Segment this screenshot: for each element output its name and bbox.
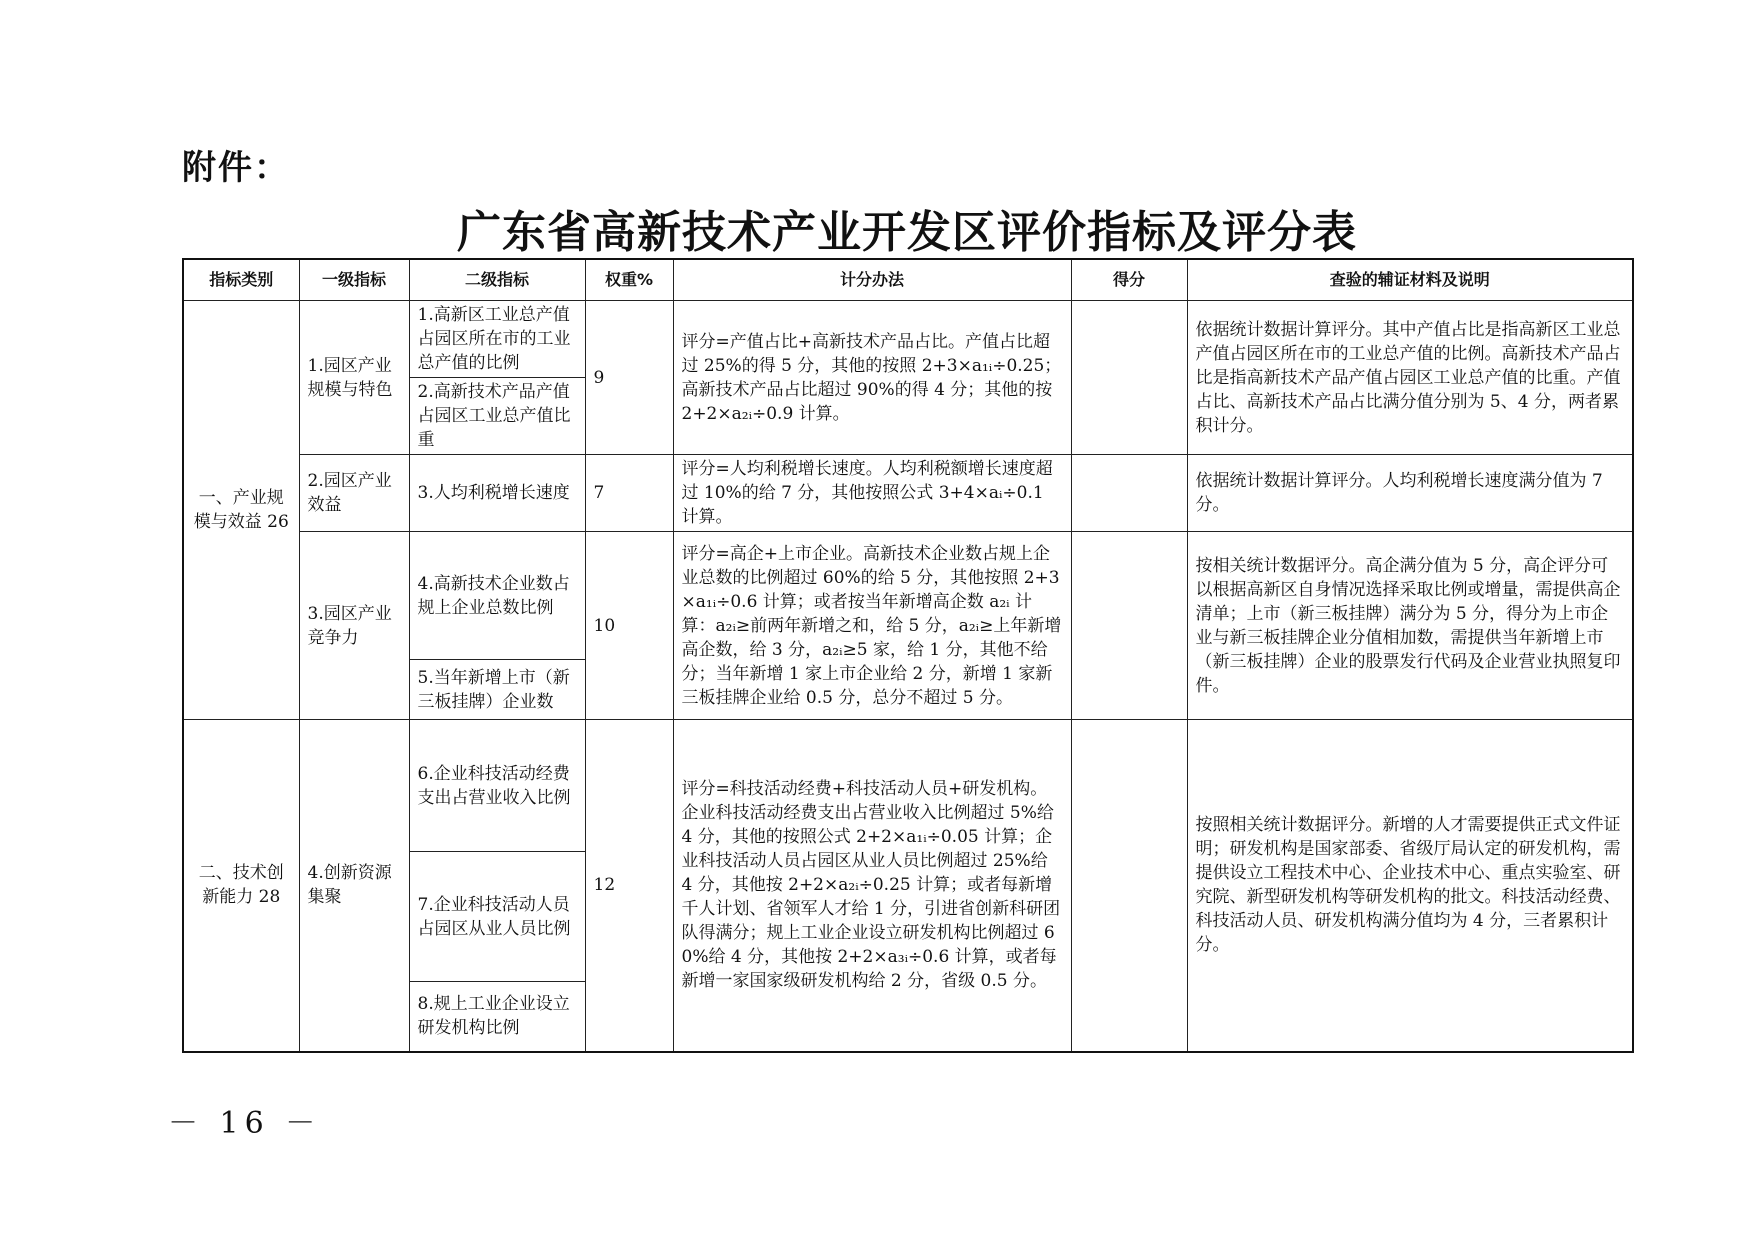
weight-cell: 7 [585, 455, 673, 532]
level1-cell: 1.园区产业规模与特色 [299, 301, 409, 455]
level2-cell: 1.高新区工业总产值占园区所在市的工业总产值的比例 [409, 301, 585, 378]
table-row [183, 301, 1633, 378]
weight-cell: 12 [585, 720, 673, 1052]
header-level2: 二级指标 [409, 259, 585, 301]
header-weight: 权重% [585, 259, 673, 301]
header-category: 指标类别 [183, 259, 299, 301]
score-cell[interactable] [1071, 301, 1187, 455]
header-method: 计分办法 [673, 259, 1071, 301]
weight-cell: 9 [585, 301, 673, 455]
level1-cell: 3.园区产业竞争力 [299, 532, 409, 720]
level2-cell: 6.企业科技活动经费支出占营业收入比例 [409, 720, 585, 852]
attachment-label: 附件： [182, 148, 290, 188]
score-cell[interactable] [1071, 532, 1187, 720]
level2-cell: 3.人均利税增长速度 [409, 455, 585, 532]
level2-cell: 2.高新技术产品产值占园区工业总产值比重 [409, 378, 585, 455]
category-cell: 二、技术创新能力 28 [183, 720, 299, 1052]
method-cell: 评分=高企+上市企业。高新技术企业数占规上企业总数的比例超过 60%的给 5 分，其他按照 2+3×a₁ᵢ÷0.6 计算；或者按当年新增高企数 a₂ᵢ 计算：a₂ᵢ≥前两年新增之和，给 5 分，a₂ᵢ≥上年新增高企数，给 3 分，a₂ᵢ≥5 家，给 1 分，其他不给分；当年新增 1 家上市企业给 2 分，新增 1 家新三板挂牌企业给 0.5 分，总分不超过 5 分。 [673, 532, 1071, 720]
notes-cell: 依据统计数据计算评分。人均利税增长速度满分值为 7 分。 [1187, 455, 1633, 532]
page-title: 广东省高新技术产业开发区评价指标及评分表 [457, 207, 1357, 258]
level2-cell: 4.高新技术企业数占规上企业总数比例 [409, 532, 585, 660]
score-cell[interactable] [1071, 720, 1187, 1052]
category-cell: 一、产业规模与效益 26 [183, 301, 299, 720]
table-row [183, 455, 1633, 532]
page-number: － 16 － [168, 1106, 322, 1141]
header-level1: 一级指标 [299, 259, 409, 301]
evaluation-table [182, 258, 1634, 1053]
table-row [183, 720, 1633, 852]
header-notes: 查验的辅证材料及说明 [1187, 259, 1633, 301]
table-row [183, 532, 1633, 660]
notes-cell: 按照相关统计数据评分。新增的人才需要提供正式文件证明；研发机构是国家部委、省级厅局认定的研发机构，需提供设立工程技术中心、企业技术中心、重点实验室、研究院、新型研发机构等研发机构的批文。科技活动经费、科技活动人员、研发机构满分值均为 4 分，三者累积计分。 [1187, 720, 1633, 1052]
table-header-row [183, 259, 1633, 301]
notes-cell: 依据统计数据计算评分。其中产值占比是指高新区工业总产值占园区所在市的工业总产值的比例。高新技术产品占比是指高新技术产品产值占园区工业总产值的比重。产值占比、高新技术产品占比满分值分别为 5、4 分，两者累积计分。 [1187, 301, 1633, 455]
level2-cell: 5.当年新增上市（新三板挂牌）企业数 [409, 660, 585, 720]
level1-cell: 4.创新资源集聚 [299, 720, 409, 1052]
score-cell[interactable] [1071, 455, 1187, 532]
method-cell: 评分=科技活动经费+科技活动人员+研发机构。企业科技活动经费支出占营业收入比例超过 5%给 4 分，其他的按照公式 2+2×a₁ᵢ÷0.05 计算；企业科技活动人员占园区从业人员比例超过 25%给 4 分，其他按 2+2×a₂ᵢ÷0.25 计算；或者每新增千人计划、省领军人才给 1 分，引进省创新科研团队得满分；规上工业企业设立研发机构比例超过 60%给 4 分，其他按 2+2×a₃ᵢ÷0.6 计算，或者每新增一家国家级研发机构给 2 分，省级 0.5 分。 [673, 720, 1071, 1052]
level1-cell: 2.园区产业效益 [299, 455, 409, 532]
header-score: 得分 [1071, 259, 1187, 301]
weight-cell: 10 [585, 532, 673, 720]
method-cell: 评分=产值占比+高新技术产品占比。产值占比超过 25%的得 5 分，其他的按照 2+3×a₁ᵢ÷0.25；高新技术产品占比超过 90%的得 4 分；其他的按 2+2×a₂ᵢ÷0.9 计算。 [673, 301, 1071, 455]
level2-cell: 8.规上工业企业设立研发机构比例 [409, 982, 585, 1052]
level2-cell: 7.企业科技活动人员占园区从业人员比例 [409, 852, 585, 982]
method-cell: 评分=人均利税增长速度。人均利税额增长速度超过 10%的给 7 分，其他按照公式 3+4×aᵢ÷0.1 计算。 [673, 455, 1071, 532]
notes-cell: 按相关统计数据评分。高企满分值为 5 分，高企评分可以根据高新区自身情况选择采取比例或增量，需提供高企清单；上市（新三板挂牌）满分为 5 分，得分为上市企业与新三板挂牌企业分值相加数，需提供当年新增上市（新三板挂牌）企业的股票发行代码及企业营业执照复印件。 [1187, 532, 1633, 720]
